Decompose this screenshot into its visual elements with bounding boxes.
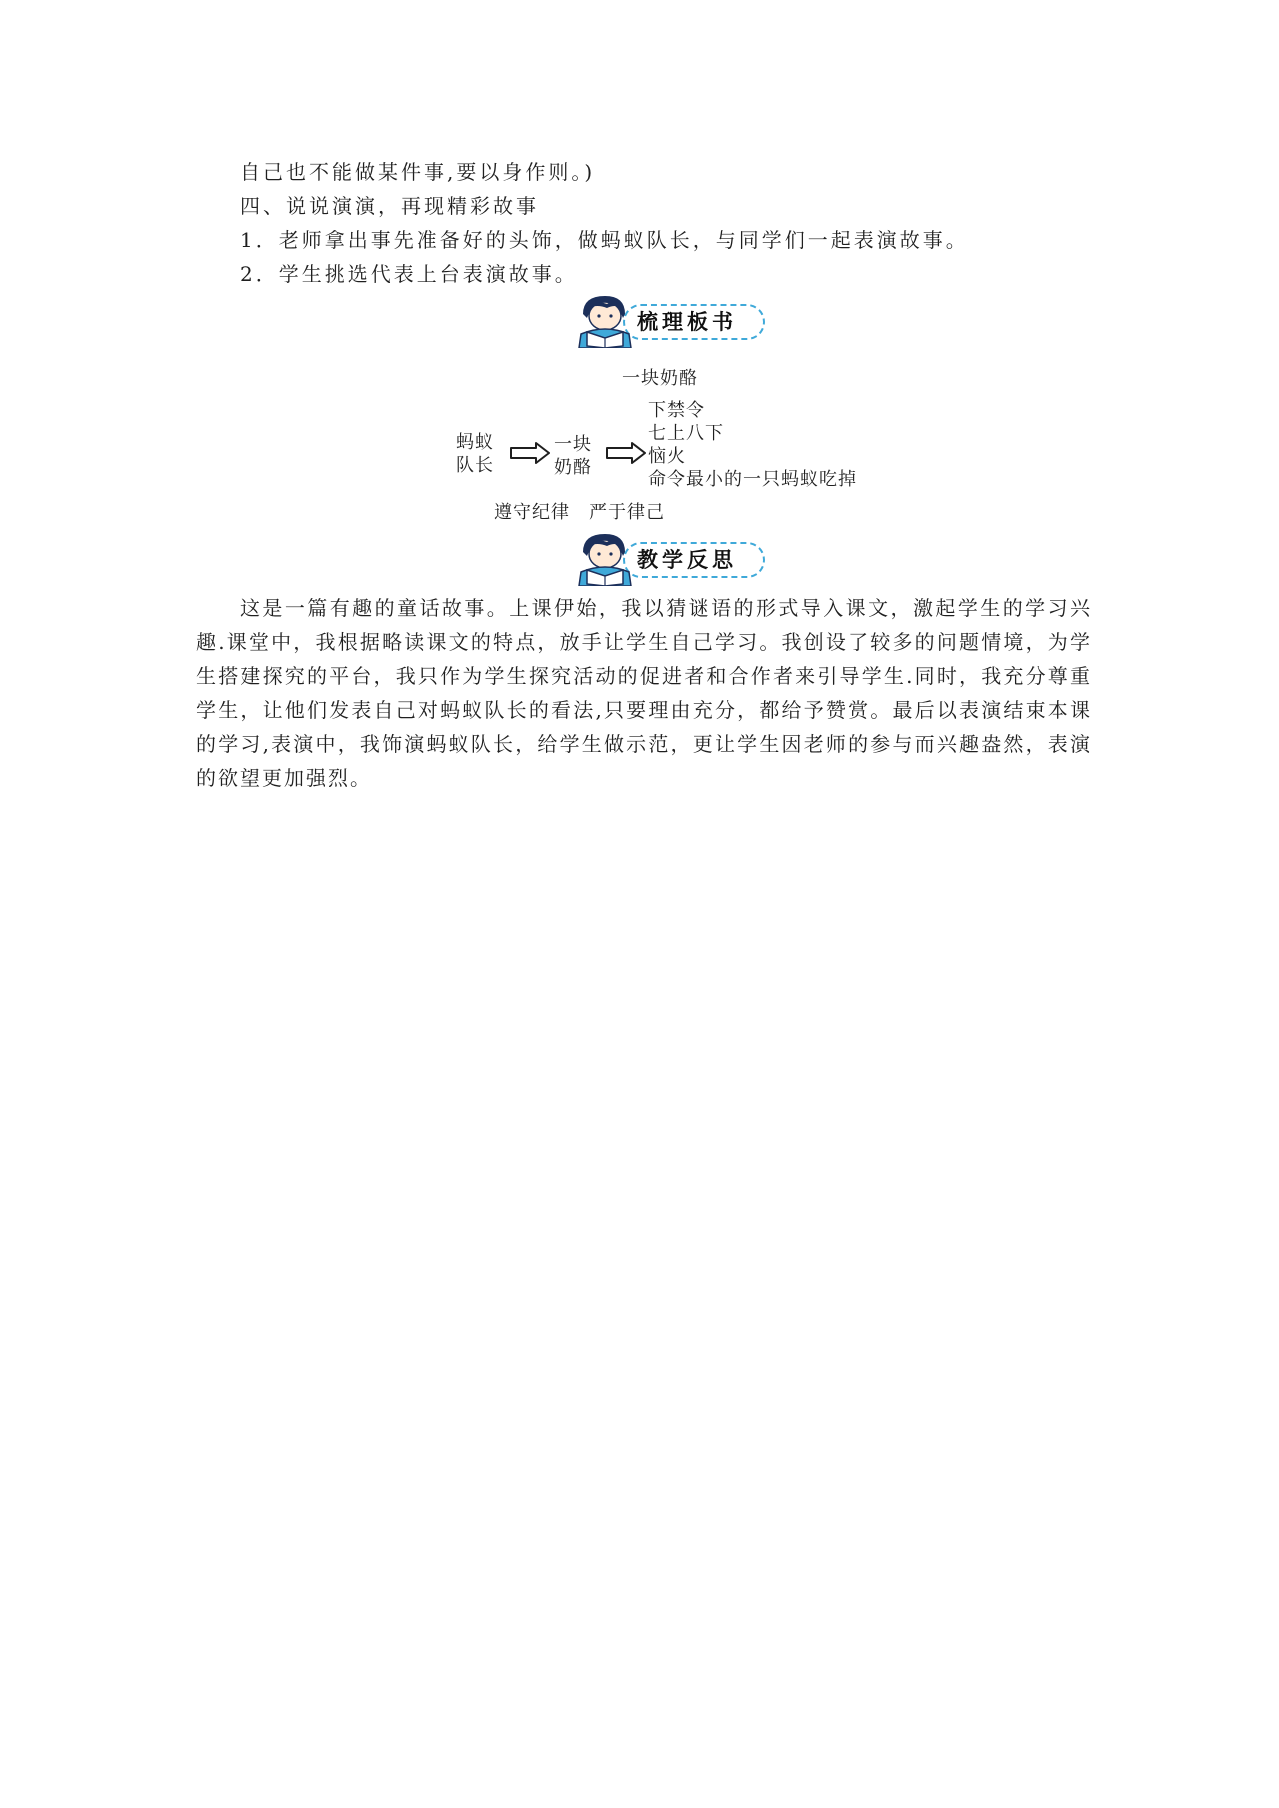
right-item-1: 下禁令 bbox=[648, 400, 705, 421]
text-line-continuation: 自己也不能做某件事,要以身作则。) bbox=[240, 160, 596, 184]
left-node-line1: 蚂蚁 bbox=[456, 432, 494, 453]
double-arrow-right-icon bbox=[606, 442, 646, 464]
double-arrow-right-icon bbox=[510, 442, 550, 464]
right-item-2: 七上八下 bbox=[648, 423, 724, 444]
left-node-line2: 队长 bbox=[456, 455, 494, 476]
right-item-4: 命令最小的一只蚂蚁吃掉 bbox=[648, 469, 857, 490]
student-reading-icon bbox=[575, 530, 635, 586]
section-heading-four: 四、说说演演，再现精彩故事 bbox=[240, 194, 539, 218]
board-footer: 遵守纪律 严于律己 bbox=[494, 502, 665, 523]
board-heading-banner bbox=[575, 292, 775, 348]
banner-title: 教学反思 bbox=[637, 548, 737, 572]
middle-node-line2: 奶酪 bbox=[554, 457, 592, 478]
reflection-paragraph: 这是一篇有趣的童话故事。上课伊始，我以猜谜语的形式导入课文，激起学生的学习兴趣.课堂中，我根据略读课文的特点，放手让学生自己学习。我创设了较多的问题情境，为学生搭建探究的平台，我只作为学生探究活动的促进者和合作者来引导学生.同时，我充分尊重学生，让他们发表自己对蚂蚁队长的看法,只要理由充分，都给予赞赏。最后以表演结束本课的学习,表演中，我饰演蚂蚁队长，给学生做示范，更让学生因老师的参与而兴趣盎然，表演的欲望更加强烈。 bbox=[196, 596, 1092, 790]
step-one-text: 1．老师拿出事先准备好的头饰，做蚂蚁队长，与同学们一起表演故事。 bbox=[240, 228, 969, 252]
student-reading-icon bbox=[575, 292, 635, 348]
board-title: 一块奶酪 bbox=[622, 368, 698, 389]
middle-node-line1: 一块 bbox=[554, 434, 592, 455]
step-two-text: 2．学生挑选代表上台表演故事。 bbox=[240, 262, 578, 286]
right-item-3: 恼火 bbox=[648, 446, 686, 467]
reflection-heading-banner bbox=[575, 530, 775, 586]
banner-title: 梳理板书 bbox=[637, 310, 737, 334]
